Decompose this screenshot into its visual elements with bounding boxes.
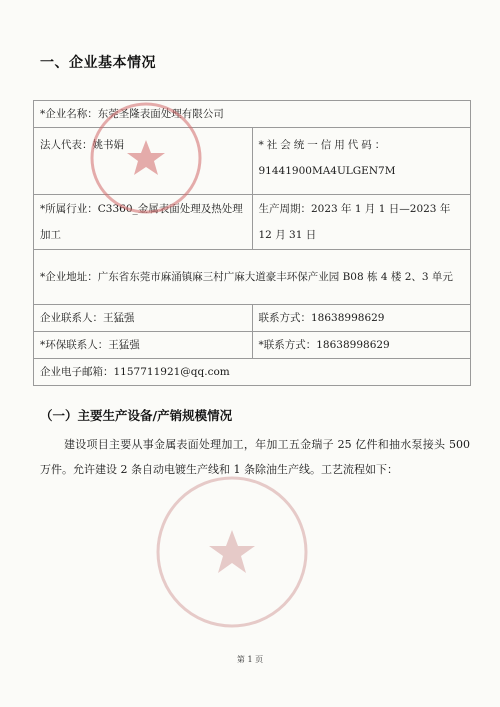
env-contact-phone-cell: *联系方式：18638998629 [252, 332, 471, 359]
contact-phone-cell: 联系方式：18638998629 [252, 305, 471, 332]
company-name-cell: *企业名称：东莞圣隆表面处理有限公司 [34, 101, 471, 128]
production-period-cell: 生产周期：2023 年 1 月 1 日—2023 年 12 月 31 日 [252, 195, 471, 250]
subsection-title: （一）主要生产设备/产销规模情况 [40, 408, 233, 423]
credit-code-value: 91441900MA4ULGEN7M [258, 165, 396, 177]
section-title: 一、企业基本情况 [40, 55, 156, 71]
contact-person-cell: 企业联系人：王猛强 [34, 305, 253, 332]
legal-rep-cell: 法人代表：姚书娟 [34, 128, 253, 195]
industry-cell: *所属行业：C3360_金属表面处理及热处理加工 [34, 195, 253, 250]
email-cell: 企业电子邮箱：1157711921@qq.com [34, 359, 471, 386]
body-paragraph: 建设项目主要从事金属表面处理加工，年加工五金瑞子 25 亿件和抽水泵接头 500 万件。允许建设 2 条自动电镀生产线和 1 条除油生产线。工艺流程如下： [40, 438, 470, 476]
address-cell: *企业地址：广东省东莞市麻涌镇麻三村广麻大道豪丰环保产业园 B08 栋 4 楼 2、3 单元 [34, 250, 471, 305]
env-contact-person-cell: *环保联系人：王猛强 [34, 332, 253, 359]
credit-code-cell [252, 128, 471, 195]
company-info-table [33, 100, 471, 386]
credit-code-label: *社会统一信用代码： [258, 139, 389, 151]
page-footer: 第 1 页 [236, 655, 264, 664]
company-seal-lower [150, 470, 315, 635]
